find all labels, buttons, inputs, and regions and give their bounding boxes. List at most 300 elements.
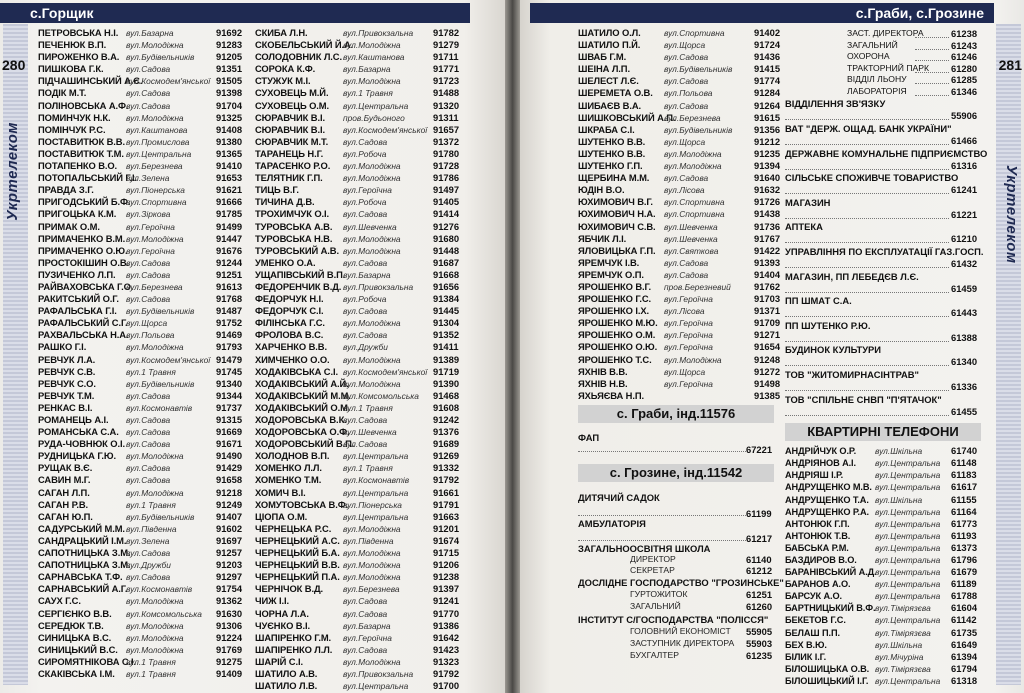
entry-phone: 61794 xyxy=(951,662,978,674)
entry-phone: 91279 xyxy=(433,39,460,51)
entry-phone: 91269 xyxy=(433,450,460,462)
org-phone: 61210 xyxy=(951,233,978,245)
org-sub-label: СЕКРЕТАР xyxy=(630,565,675,575)
entry-street: вул.Центральна xyxy=(875,567,941,578)
entry-name: ЯРОШЕНКО О.Ю. xyxy=(578,341,658,353)
directory-row xyxy=(578,87,784,99)
entry-phone: 91448 xyxy=(433,244,460,256)
entry-name: СИРОМЯТНІКОВА С.І. xyxy=(38,655,137,667)
entry-street: вул.Шкільна xyxy=(875,639,923,650)
directory-row xyxy=(255,317,485,329)
entry-street: вул.Садова xyxy=(126,463,171,474)
entry-street: вул.Березнева xyxy=(664,112,721,123)
entry-phone: 91654 xyxy=(754,341,781,353)
leader-dots xyxy=(785,242,949,243)
book-spine xyxy=(505,0,520,693)
entry-street: вул.Шкільна xyxy=(875,494,923,505)
entry-street: вул.Святкова xyxy=(664,245,719,256)
directory-row xyxy=(38,668,258,680)
entry-street: вул.Космодем'янської xyxy=(343,124,428,135)
directory-row xyxy=(578,51,784,63)
entry-street: вул.Привокзальна xyxy=(343,281,414,292)
entry-street: вул.Березнева xyxy=(126,161,183,172)
entry-name: ЧЕРНЕЦЬКИЙ Б.А. xyxy=(255,547,340,559)
entry-phone: 91351 xyxy=(216,63,243,75)
entry-phone: 91719 xyxy=(433,365,460,377)
entry-phone: 91613 xyxy=(216,280,243,292)
entry-street: вул.Лісова xyxy=(664,185,705,196)
directory-row xyxy=(255,245,485,257)
org-label: ДИТЯЧИЙ САДОК xyxy=(578,492,660,503)
entry-street: вул.Тімірязєва xyxy=(875,663,931,674)
directory-row xyxy=(38,595,258,607)
entry-street: вул.Комсомольська xyxy=(126,608,202,619)
directory-row xyxy=(785,506,985,518)
org-sub-row xyxy=(785,28,985,40)
entry-street: вул.Садова xyxy=(126,64,171,75)
entry-phone: 91284 xyxy=(754,87,781,99)
entry-street: вул.Героїчна xyxy=(664,318,713,329)
entry-phone: 91490 xyxy=(216,450,243,462)
entry-phone: 91407 xyxy=(216,510,243,522)
entry-name: БАРАНІВСЬКИЙ А.Д. xyxy=(785,567,877,578)
org-phone: 67221 xyxy=(746,444,773,455)
org-label: ЗАГАЛЬНООСВІТНЯ ШКОЛА xyxy=(578,543,711,554)
entry-street: вул.Шевченка xyxy=(343,221,397,232)
org-label: ЗАГАЛЬНИЙ xyxy=(847,39,898,50)
directory-row xyxy=(255,595,485,607)
directory-row xyxy=(255,39,485,51)
org-sub-label: ЗАСТУПНИК ДИРЕКТОРА xyxy=(630,638,735,648)
directory-row xyxy=(38,535,258,547)
entry-phone: 61142 xyxy=(951,614,977,626)
entry-name: ПОСТАВИТЮК В.В. xyxy=(38,135,125,147)
entry-name: ШИШКОВСЬКИЙ А.П. xyxy=(578,111,676,123)
entry-street: вул.Щорса xyxy=(664,366,706,377)
entry-name: ПІДЧАШИНСЬКИЙ А.Є. xyxy=(38,75,143,87)
leader-dots xyxy=(915,49,949,50)
entry-street: вул.Будівельників xyxy=(664,124,733,135)
entry-name: СЮРАВЧИК В.І. xyxy=(255,111,325,123)
entry-name: САГАН Ю.П. xyxy=(38,510,93,522)
page-number: 281 xyxy=(998,57,1022,73)
entry-street: вул.Садова xyxy=(343,330,388,341)
entry-street: вул.Молодіжна xyxy=(126,620,184,631)
entry-name: ХОДОРОВСЬКА О.Ф. xyxy=(255,426,350,438)
entry-street: вул.Садова xyxy=(126,427,171,438)
entry-street: вул.Садова xyxy=(126,294,171,305)
entry-street: вул.Центральна xyxy=(343,100,409,111)
org-label: ВІДДІЛ ЛЬОНУ xyxy=(847,74,907,84)
entry-name: САУХ Г.С. xyxy=(38,595,81,607)
directory-row xyxy=(255,571,485,583)
entry-phone: 91792 xyxy=(433,667,460,679)
entry-phone: 91786 xyxy=(433,172,460,184)
directory-row xyxy=(578,354,784,366)
entry-phone: 91445 xyxy=(433,305,460,317)
entry-name: ХОДАКІВСЬКИЙ М.М. xyxy=(255,389,351,401)
entry-street: вул.Садова xyxy=(126,88,171,99)
entry-name: БАРАНОВ А.О. xyxy=(785,579,851,590)
entry-street: вул.Молодіжна xyxy=(343,523,401,534)
entry-name: РУДА-ЧОВНЮК О.І. xyxy=(38,438,125,450)
entry-name: САГАН Л.П. xyxy=(38,486,90,498)
entry-phone: 91666 xyxy=(216,196,243,208)
directory-row xyxy=(785,639,985,651)
directory-row xyxy=(38,450,258,462)
entry-name: ЧЕРНЕЦЬКИЙ А.С. xyxy=(255,534,340,546)
leader-dots xyxy=(785,415,949,416)
entry-street: вул.Садова xyxy=(343,415,388,425)
directory-row xyxy=(255,136,485,148)
directory-row xyxy=(38,547,258,559)
directory-row xyxy=(578,136,784,148)
org-label: ДЕРЖАВНЕ КОМУНАЛЬНЕ ПІДПРИЄМСТВО xyxy=(785,147,988,159)
entry-name: РАЙВАХОВСЬКА Г.О. xyxy=(38,280,134,292)
entry-name: ПОМИНЧУК Н.К. xyxy=(38,111,111,123)
directory-row xyxy=(578,233,784,245)
entry-name: РУЩАК В.Є. xyxy=(38,462,93,474)
org-phone: 61280 xyxy=(951,62,978,74)
entry-phone: 91752 xyxy=(216,317,243,329)
directory-row xyxy=(255,172,485,184)
entry-phone: 61740 xyxy=(951,445,978,457)
entry-name: ЮХИМОВИЧ В.Г. xyxy=(578,196,653,208)
entry-phone: 91468 xyxy=(433,389,460,401)
entry-phone: 91723 xyxy=(433,75,460,87)
right-page xyxy=(520,0,1024,693)
entry-name: СИНИЦЬКИЙ В.С. xyxy=(38,643,118,655)
entry-phone: 91212 xyxy=(754,135,781,147)
directory-row xyxy=(38,523,258,535)
entry-name: ФЕДОРЕНЧИК В.Д. xyxy=(255,280,342,292)
leader-dots xyxy=(785,316,949,317)
entry-street: вул.Молодіжна xyxy=(343,548,401,559)
entry-name: ШАРІЙ С.І. xyxy=(255,655,303,667)
entry-phone: 91687 xyxy=(433,256,460,268)
entry-phone: 61318 xyxy=(951,674,978,686)
directory-row xyxy=(578,390,784,402)
org-sub-label: ДИРЕКТОР xyxy=(630,554,676,564)
entry-street: вул.Будівельників xyxy=(126,306,195,317)
entry-street: вул.Базарна xyxy=(126,28,174,38)
entry-name: АНДРУЩЕНКО Т.А. xyxy=(785,494,869,505)
entry-street: вул.Космонавтів xyxy=(343,475,410,486)
section-title-grabi: с. Граби, інд.11576 xyxy=(578,405,774,423)
entry-name: САПОТНИЦЬКА З.М. xyxy=(38,547,131,559)
org-phone: 61260 xyxy=(746,601,773,612)
entry-street: вул.Центральна xyxy=(875,458,941,469)
entry-name: ХОМУТОВСЬКА В.Ф. xyxy=(255,498,349,510)
org-sub-row xyxy=(785,74,985,86)
leader-dots xyxy=(785,267,949,268)
org-phone: 61459 xyxy=(951,282,978,294)
org-label: АМБУЛАТОРІЯ xyxy=(578,518,646,529)
entry-phone: 61788 xyxy=(951,590,978,602)
entry-name: БАРТНИЦЬКИЙ В.Ф. xyxy=(785,603,876,614)
org-phone: 61455 xyxy=(951,405,978,417)
entry-street: вул.Молодіжна xyxy=(343,656,401,667)
entry-phone: 91745 xyxy=(216,365,243,377)
directory-row xyxy=(785,542,985,554)
page-header: с.Граби, с.Грозине xyxy=(530,3,994,23)
entry-phone: 91398 xyxy=(216,87,243,99)
entry-phone: 91689 xyxy=(433,438,460,450)
entry-name: ТЕЛЯТНИК Г.П. xyxy=(255,172,323,184)
entry-name: СТУЖУК М.І. xyxy=(255,75,311,87)
entry-name: ТАРАСЕНКО Р.О. xyxy=(255,160,331,172)
entry-street: вул.Спортивна xyxy=(664,28,725,38)
entry-street: вул.Молодіжна xyxy=(343,76,401,87)
entry-phone: 91423 xyxy=(433,643,460,655)
entry-street: вул.Космодем'янської xyxy=(126,354,211,365)
entry-name: ФЕДОРЧУК Н.І. xyxy=(255,293,324,305)
entry-name: ЮДІН В.О. xyxy=(578,184,625,196)
entry-street: вул.Молодіжна xyxy=(126,632,184,643)
org-row xyxy=(785,343,985,368)
entry-name: ТУРОВСЬКИЙ А.В. xyxy=(255,244,339,256)
entry-phone: 91488 xyxy=(433,87,460,99)
entry-name: ЯРЕМЧУК О.П. xyxy=(578,268,644,280)
entry-name: ШАТИЛО Л.В. xyxy=(255,680,318,692)
directory-row xyxy=(578,305,784,317)
entry-name: ЧЕРНЕЦЬКИЙ В.В. xyxy=(255,559,340,571)
entry-street: вул.Базарна xyxy=(343,620,391,631)
entry-street: вул.Центральна xyxy=(875,530,941,541)
entry-name: АНДРІЙЧУК О.Р. xyxy=(785,446,857,457)
entry-phone: 91306 xyxy=(216,619,243,631)
directory-row xyxy=(255,656,485,668)
org-row xyxy=(785,171,985,196)
entry-name: РЕВЧУК С.В. xyxy=(38,365,96,377)
entry-phone: 91767 xyxy=(754,232,781,244)
org-phone: 61238 xyxy=(951,28,978,39)
entry-name: ПОМІНЧУК Р.С. xyxy=(38,123,106,135)
entry-name: РЕВЧУК С.О. xyxy=(38,377,96,389)
entry-phone: 91697 xyxy=(216,534,243,546)
entry-street: вул.Садова xyxy=(126,100,171,111)
entry-name: СУХОВЕЦЬ М.Й. xyxy=(255,87,329,99)
directory-row xyxy=(255,366,485,378)
entry-street: вул.Польова xyxy=(126,330,175,341)
entry-name: АНДРІЯНОВ А.І. xyxy=(785,458,856,469)
entry-name: ШАПІРЕНКО Г.М. xyxy=(255,631,332,643)
org-row xyxy=(785,220,985,245)
entry-phone: 91762 xyxy=(754,280,781,292)
entry-street: вул.Садова xyxy=(664,100,709,111)
entry-name: ПОТАПЕНКО В.О. xyxy=(38,160,118,172)
directory-row xyxy=(255,378,485,390)
entry-phone: 91405 xyxy=(433,196,460,208)
entry-name: РОМАНСЬКА С.А. xyxy=(38,426,119,438)
entry-name: ЯРОШЕНКО В.Г. xyxy=(578,280,652,292)
leader-dots xyxy=(578,451,748,452)
entry-street: вул.Молодіжна xyxy=(126,487,184,498)
directory-row xyxy=(578,100,784,112)
directory-row xyxy=(38,233,258,245)
directory-row xyxy=(38,172,258,184)
entry-name: ЧУЄНКО В.І. xyxy=(255,619,310,631)
entry-street: вул.Будівельників xyxy=(126,511,195,522)
entry-phone: 91352 xyxy=(433,329,460,341)
org-label: ОХОРОНА xyxy=(847,51,890,61)
directory-row xyxy=(578,281,784,293)
entry-name: ШЕРЕМЕТА О.В. xyxy=(578,87,653,99)
entry-name: ФЕДОРЧУК С.І. xyxy=(255,305,324,317)
entry-name: ПРИМАЧЕНКО В.М. xyxy=(38,232,126,244)
directory-row xyxy=(578,257,784,269)
entry-phone: 91469 xyxy=(216,329,243,341)
entry-phone: 91663 xyxy=(433,510,460,522)
directory-row xyxy=(785,469,985,481)
entry-name: ЯРОШЕНКО Т.С. xyxy=(578,353,652,365)
entry-street: вул.Робоча xyxy=(343,294,387,305)
entry-name: РАФАЛЬСЬКА Г.І. xyxy=(38,305,117,317)
entry-phone: 91615 xyxy=(754,111,781,123)
directory-row xyxy=(255,305,485,317)
directory-row xyxy=(255,329,485,341)
directory-row xyxy=(785,627,985,639)
directory-row xyxy=(38,112,258,124)
entry-name: РЕВЧУК Л.А. xyxy=(38,353,96,365)
entry-name: БАЗДИРОВ В.О. xyxy=(785,554,857,565)
entry-name: ПОДІК М.Т. xyxy=(38,87,87,99)
entry-street: вул.Молодіжна xyxy=(664,161,722,172)
org-phone: 61212 xyxy=(746,565,773,576)
entry-street: вул.Спортивна xyxy=(664,197,725,208)
directory-row xyxy=(38,354,258,366)
entry-phone: 91365 xyxy=(216,147,243,159)
leader-dots xyxy=(785,390,949,391)
entry-phone: 91780 xyxy=(433,147,460,159)
entry-phone: 91715 xyxy=(433,547,460,559)
entry-name: ТРОХИМЧУК О.І. xyxy=(255,208,330,220)
directory-row xyxy=(255,511,485,523)
entry-street: вул.Молодіжна xyxy=(343,560,401,571)
entry-name: ТИЦЬ В.Г. xyxy=(255,184,299,196)
entry-phone: 91297 xyxy=(216,571,243,583)
directory-row xyxy=(578,172,784,184)
entry-name: БІЛИК І.Г. xyxy=(785,651,827,662)
entry-name: ШУТЕНКО В.В. xyxy=(578,147,646,159)
entry-name: САДУРСЬКИЙ М.М. xyxy=(38,522,125,534)
org-label: ПП ШМАТ С.А. xyxy=(785,295,852,307)
directory-row xyxy=(255,668,485,680)
entry-phone: 91393 xyxy=(754,256,781,268)
entry-name: ЯХЬЯЄВА Н.П. xyxy=(578,389,644,401)
leader-dots xyxy=(785,292,949,293)
entry-street: вул.Космодем'янської xyxy=(126,76,211,87)
entry-phone: 91380 xyxy=(216,135,243,147)
directory-row xyxy=(255,499,485,511)
directory-row xyxy=(38,487,258,499)
entry-street: вул.Центральна xyxy=(875,506,941,517)
directory-row xyxy=(255,559,485,571)
directory-row xyxy=(255,257,485,269)
entry-phone: 91700 xyxy=(433,680,460,692)
entry-name: АНДРІЯШ І.Р. xyxy=(785,470,844,481)
directory-row xyxy=(785,457,985,469)
entry-street: вул.Садова xyxy=(343,306,388,317)
entry-name: УМЕНКО О.А. xyxy=(255,256,316,268)
directory-row xyxy=(255,281,485,293)
entry-name: СЕРГІЄНКО В.В. xyxy=(38,607,112,619)
directory-row xyxy=(255,148,485,160)
entry-street: вул.Зелена xyxy=(126,535,170,546)
entry-street: вул.Садова xyxy=(343,644,388,655)
entry-street: вул.Космонавтів xyxy=(126,402,193,413)
org-label: ВАТ "ДЕРЖ. ОЩАД. БАНК УКРАЇНИ" xyxy=(785,123,952,134)
directory-row xyxy=(255,63,485,75)
directory-row xyxy=(255,426,485,438)
entry-name: БІЛОШИЦЬКА О.В. xyxy=(785,663,870,674)
directory-row xyxy=(578,148,784,160)
entry-phone: 91771 xyxy=(433,63,460,75)
entry-phone: 91275 xyxy=(216,655,243,667)
org-label: ВІДДІЛЕННЯ ЗВ'ЯЗКУ xyxy=(785,98,886,109)
entry-name: СИНИЦЬКА В.С. xyxy=(38,631,112,643)
leader-dots xyxy=(578,515,748,516)
entry-name: ТИЧИНА Д.В. xyxy=(255,196,315,208)
entry-street: вул.Молодіжна xyxy=(664,148,722,159)
entry-name: ШАТИЛО О.Л. xyxy=(578,27,641,38)
entry-name: ЩЕРБИНА М.М. xyxy=(578,172,650,184)
entry-street: вул.Молодіжна xyxy=(343,161,401,172)
entry-street: вул.Молодіжна xyxy=(343,354,401,365)
entry-street: вул.Березнева xyxy=(126,281,183,292)
directory-row xyxy=(785,481,985,493)
entry-name: САГАН Р.В. xyxy=(38,498,89,510)
entry-street: вул.Героїчна xyxy=(126,221,175,232)
entry-phone: 61164 xyxy=(951,505,977,517)
entry-name: САРНАВСЬКИЙ А.Г. xyxy=(38,583,128,595)
entry-name: СЕРЕДЮК Т.В. xyxy=(38,619,104,631)
entry-street: вул.Привокзальна xyxy=(343,668,414,679)
entry-phone: 91422 xyxy=(754,244,781,256)
entry-street: вул.Дружби xyxy=(343,342,388,353)
entry-phone: 91386 xyxy=(433,619,460,631)
directory-row xyxy=(255,354,485,366)
entry-street: вул.Зелена xyxy=(126,173,170,184)
entry-street: вул.Комсомольська xyxy=(343,390,419,401)
entry-phone: 91505 xyxy=(216,75,243,87)
org-sub-label: ГОЛОВНИЙ ЕКОНОМІСТ xyxy=(630,626,731,636)
entry-phone: 91397 xyxy=(433,583,460,595)
org-label: АПТЕКА xyxy=(785,221,823,233)
directory-row xyxy=(785,578,985,590)
organization-column xyxy=(785,28,988,687)
directory-row xyxy=(38,51,258,63)
entry-phone: 91205 xyxy=(216,51,243,63)
entry-street: вул.Молодіжна xyxy=(126,233,184,244)
entry-phone: 91657 xyxy=(433,123,460,135)
org-phone: 61241 xyxy=(951,184,978,196)
org-label: ТОВ "ЖИТОМИРНАСІНТРАВ" xyxy=(785,368,919,380)
entry-name: ПУЗИЧЕНКО Л.П. xyxy=(38,268,116,280)
directory-row xyxy=(785,614,985,626)
org-row xyxy=(785,270,985,295)
entry-street: вул.Садова xyxy=(126,390,171,401)
entry-street: вул.Шевченка xyxy=(664,233,718,244)
entry-street: вул.Центральна xyxy=(875,482,941,493)
entry-name: ЧЕРНЕЦЬКА Р.С. xyxy=(255,522,332,534)
entry-phone: 61394 xyxy=(951,650,978,662)
entry-name: ЦІОПА О.М. xyxy=(255,510,308,522)
entry-phone: 91709 xyxy=(754,317,781,329)
leader-dots xyxy=(785,144,949,145)
directory-row xyxy=(255,196,485,208)
entry-name: ТУРОВСЬКА Н.В. xyxy=(255,232,333,244)
